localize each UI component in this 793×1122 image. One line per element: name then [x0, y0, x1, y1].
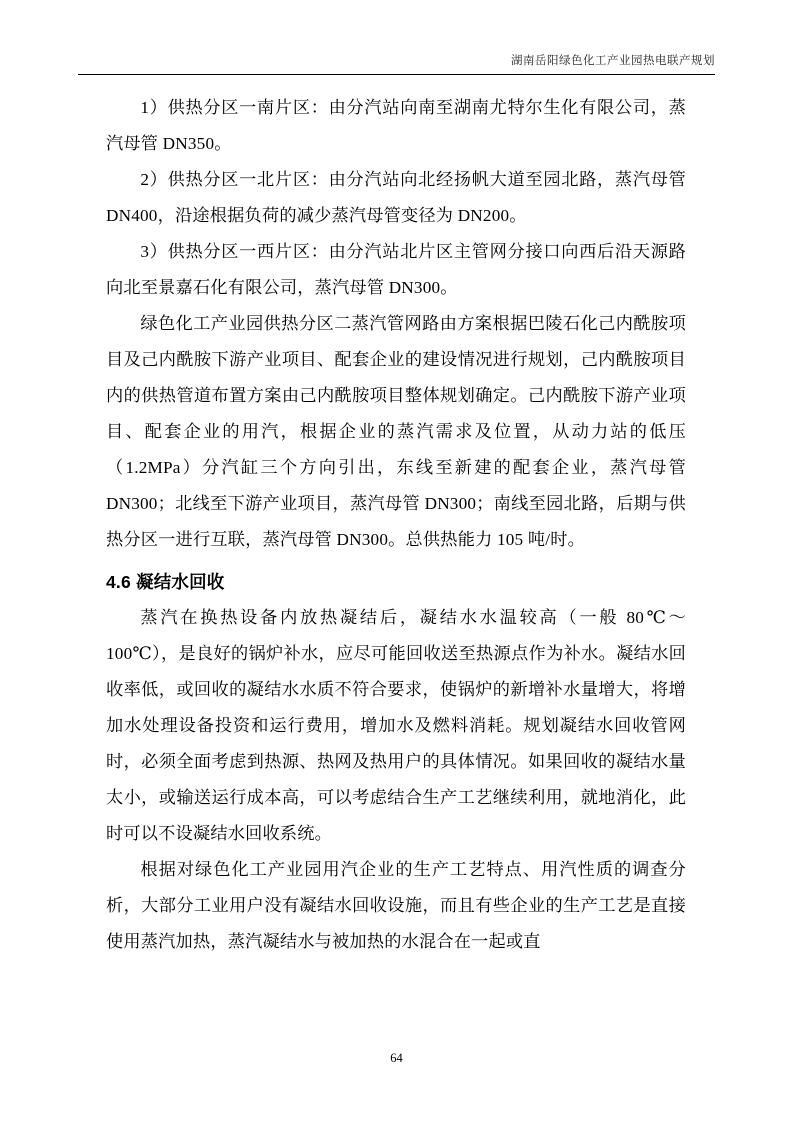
header-divider: [78, 74, 715, 75]
page-header-running-title: 湖南岳阳绿色化工产业园热电联产规划: [511, 55, 715, 67]
paragraph-north-zone: 2）供热分区一北片区：由分汽站向北经扬帆大道至园北路，蒸汽母管 DN400，沿途根据负荷的减少蒸汽母管变径为 DN200。: [106, 170, 686, 225]
page-number: 64: [390, 1051, 403, 1065]
paragraph-condensate-survey: 根据对绿色化工产业园用汽企业的生产工艺特点、用汽性质的调查分析，大部分工业用户没有凝结水回收设施，而且有些企业的生产工艺是直接使用蒸汽加热，蒸汽凝结水与被加热的水混合在一起或直: [106, 860, 686, 951]
paragraph-south-zone: 1）供热分区一南片区：由分汽站向南至湖南尤特尔生化有限公司，蒸汽母管 DN350。: [106, 98, 686, 153]
paragraph-zone-two-network: 绿色化工产业园供热分区二蒸汽管网路由方案根据巴陵石化己内酰胺项目及己内酰胺下游产业项目、配套企业的建设情况进行规划，己内酰胺项目内的供热管道布置方案由己内酰胺项目整体规划确定。己内酰胺下游产业项目、配套企业的用汽，根据企业的蒸汽需求及位置，从动力站的低压（1.2MPa）分汽缸三个方向引出，东线至新建的配套企业，蒸汽母管 DN300；北线至下游产业项目，蒸汽母管 DN300；南线至园北路，后期与供热分区一进行互联，蒸汽母管 DN300。总供热能力 105 吨/时。: [106, 314, 686, 549]
paragraph-condensate-overview: 蒸汽在换热设备内放热凝结后，凝结水水温较高（一般 80℃～100℃），是良好的锅炉补水，应尽可能回收送至热源点作为补水。凝结水回收率低，或回收的凝结水水质不符合要求，使锅炉的新增补水量增大，将增加水处理设备投资和运行费用，增加水及燃料消耗。规划凝结水回收管网时，必须全面考虑到热源、热网及热用户的具体情况。如果回收的凝结水量太小，或输送运行成本高，可以考虑结合生产工艺继续利用，就地消化，此时可以不设凝结水回收系统。: [106, 608, 686, 843]
page-content: [106, 90, 686, 960]
section-heading-condensate-recovery: 4.6 凝结水回收: [106, 572, 225, 592]
paragraph-west-zone: 3）供热分区一西片区：由分汽站北片区主管网分接口向西后沿天源路向北至景嘉石化有限公司，蒸汽母管 DN300。: [106, 242, 686, 297]
